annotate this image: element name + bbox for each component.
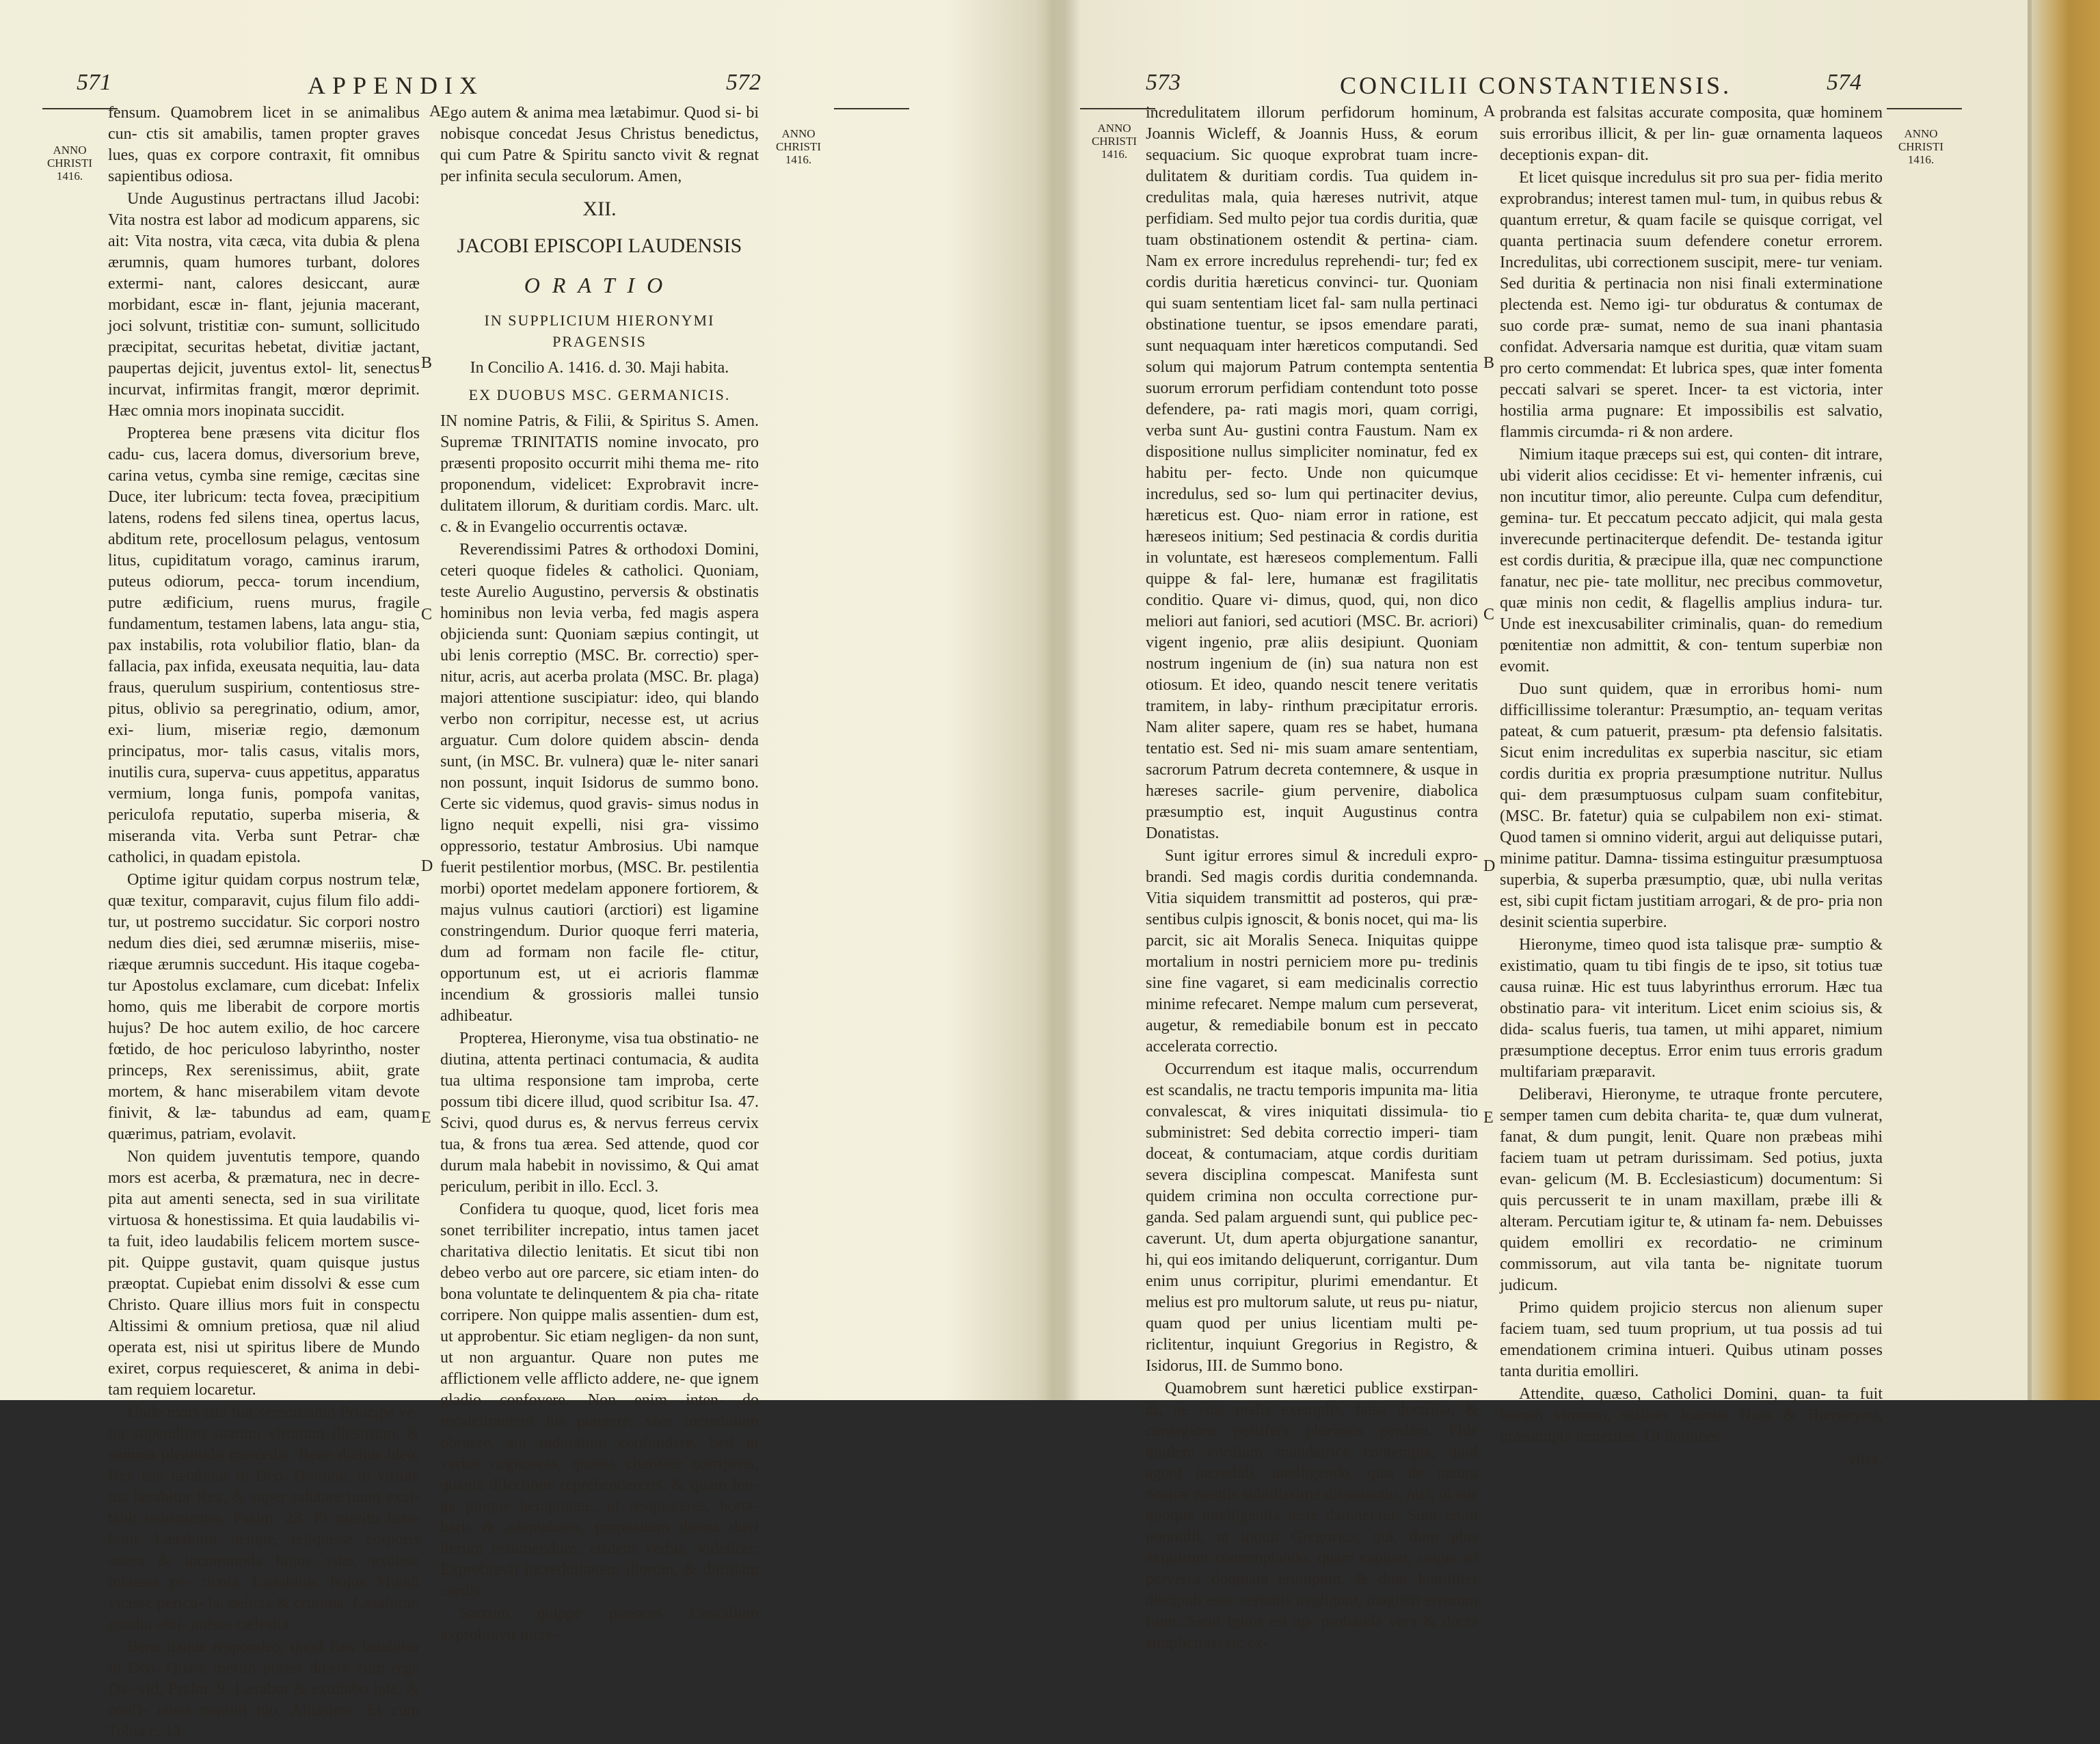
paragraph: Bene itaque respondeo, quod Rex lætabitur in Deo. Quare merito potest dicere cum rege Da- vid, Psalm. 9. Lætabor & exultabo inte, & confi- tebor nomini tuo, Altissime. Et cum Tobia c. 13. bbox=[108, 1638, 420, 1741]
margin-letter: E bbox=[421, 1109, 431, 1127]
margin-letter: A bbox=[429, 103, 442, 120]
paragraph: Attendite, quæso, Catholici Domini, quan- ta fuit horum virorum, scilicet Joannis Huss & Hieronymi, præsumpta temeritas. Ut homines bbox=[1500, 1385, 1883, 1445]
paragraph: Primo quidem projicio stercus non alienum super faciem tuam, sed tuum proprium, ut tua possis ad tui emendationem crimina intueri. Quibus utinam posses tanta duritia emolliri. bbox=[1500, 1299, 1883, 1380]
margin-letter: A bbox=[1483, 103, 1496, 120]
paragraph: Et licet quisque incredulus sit pro sua per- fidia merito exprobrandus; interest tamen mul- tum, in quibus rebus & quantum erretur, & quam facile se quisque corrigat, vel quanta pertinacia suum defendere conetur errorem. Incredulitas, ubi correctionem suscipit, mere- tur veniam. Sed duritia & pertinacia non nisi finali exterminatione plectenda est. Nemo igi- tur obduratus & contumax de suo corde præ- sumat, nemo de sua inani phantasia confidat. Adversaria namque est duritia, quæ vitam suam pro certo commendat: Et lubrica spes, quæ inter fomenta peccati salvari se speret. Incer- ta est victoria, inter hostilia arma pugnare: Et impossibilis est salvatio, flammis circumda- ri & non ardere. bbox=[1500, 169, 1883, 441]
page-number: 574 bbox=[1827, 70, 1861, 95]
gilded-page-edge bbox=[2032, 0, 2100, 1400]
left-page bbox=[0, 0, 1046, 1741]
right-page-column-2 bbox=[1500, 103, 1883, 1471]
margin-letter: D bbox=[421, 857, 433, 875]
paragraph: Sunt igitur errores simul & increduli expro- brandi. Sed magis cordis duritia condemnanda. Vitia siquidem transmittit ad posteros, qui præ- sentibus culpis ignoscit, & bonis nocet, qui ma- lis parcit, sic ait Moralis Seneca. Iniquitas quippe mortalium in nostri perniciem more pu- tredinis sine fine vagaret, si eam medicinalis correctio minime refecaret. Nempe malum cum perseverat, augetur, & remediabile bonum est in peccato accelerata correctio. bbox=[1146, 847, 1478, 1056]
running-title: CONCILII CONSTANTIENSIS. bbox=[1340, 72, 1732, 99]
paragraph: Unde Augustinus pertractans illud Jacobi: Vita nostra est labor ad modicum apparens, sic ait: Vita nostra, vita cæca, vita dubia & plena ærumnis, quam humores turbant, dolores extermi- nant, calores desiccant, auræ morbidant, escæ in- flant, jejunia macerant, joci solvunt, tristitiæ con- sumunt, sollicitudo præcipitat, securitas hebetat, divitiæ jactant, paupertas dejicit, juventus extol- lit, senectus incurvat, infirmitas frangit, mœror deprimit. Hæc omnia mors inopinata succidit. bbox=[108, 190, 420, 420]
oration-label: ORATIO bbox=[524, 273, 675, 297]
oration-source: EX DUOBUS MSC. GERMANICIS. bbox=[468, 386, 731, 403]
paragraph: Unde mors ista fuit serenissimo Principe ve- lut stipendium suarum virtutum illustrium, & summa plenitudo mercedis. Bene dicitur ideo: Rex iste lætabitur in Deo. Domine, in virtute tua lætabitur Rex, & super salutare tuum exul- tabit vehementer, Psalm. 28. Et merito læta- bitur. Lætabitur nempe, reliquisse corporis onera & incommoda hujus vitæ, exuisse infausta pe- ricula. Lætabitur, hujus Mundi vicisse pericu- la, delicta & crimina. Lætabitur, gaudia obti- nuisse cælestia. bbox=[108, 1404, 420, 1633]
margin-note: ANNO CHRISTI 1416. bbox=[1898, 127, 1944, 166]
paragraph: fensum. Quamobrem licet in se animalibus cun- ctis sit amabilis, tamen propter graves lues, quas ex corpore contraxit, fit omnibus sapientibus odiosa. bbox=[108, 104, 420, 185]
margin-note: ANNO CHRISTI 1416. bbox=[46, 144, 93, 183]
paragraph: probranda est falsitas accurate composita, quæ hominem suis erroribus illicit, & per lin- guæ ornamenta laqueos deceptionis expan- dit. bbox=[1500, 104, 1883, 164]
margin-note: ANNO CHRISTI 1416. bbox=[775, 127, 822, 166]
catchword: viles, bbox=[1847, 1450, 1883, 1468]
page-number: 571 bbox=[77, 70, 111, 95]
running-title: APPENDIX bbox=[308, 72, 485, 99]
left-page-column-1 bbox=[108, 103, 420, 1744]
page-number: 573 bbox=[1146, 70, 1181, 95]
oration-subtitle: IN SUPPLICIUM HIERONYMI PRAGENSIS bbox=[484, 312, 715, 350]
page-number: 572 bbox=[726, 70, 761, 95]
header-rule bbox=[42, 108, 118, 109]
left-page-column-2 bbox=[440, 103, 759, 1647]
paragraph: Propterea, Hieronyme, visa tua obstinatio- ne diutina, attenta pertinaci contumacia, & audita tua ultima responsione tam improba, certe possum tibi dicere illud, quod scribitur Isa. 47. Scivi, quod durus es, & nervus ferreus cervix tua, & frons tua ærea. Sed attende, quod cor durum mala habebit in novissimo, & Qui amat periculum, peribit in illo. Eccl. 3. bbox=[440, 1030, 759, 1196]
section-number: XII. bbox=[582, 198, 617, 220]
paragraph: Confidera tu quoque, quod, licet foris mea sonet terribiliter increpatio, intus tamen jacet charitativa dilectio lenitatis. Et sicut tibi non debeo verbo aut ore parcere, sic etiam inten- do bona voluntate te delinquentem & pia cha- ritate corripere. Non quippe malis assentien- dum est, ut approbentur. Sic etiam negligen- da non sunt, ut non arguantur. Quare non putes me afflictionem velle afflicto addere, ne- que ignem gladio confovere. Non enim inten- do recalcitrantem his pungere, sive incredulum obruere, aut induratum confundere. Sed ut verius cognoscas, quanta charitate corriperis, quanta dilectione reprehendereris, & quam lon- ga pinque benignitate, ut resipisceres, horta- baris & adoptabaris, propositum thema duxi iterum resumendum, eisdem verbis, videlicet: Exprobravit incredulitatem illorum, & duritiam cordis. bbox=[440, 1200, 759, 1600]
margin-letter: E bbox=[1483, 1109, 1494, 1127]
margin-letter: D bbox=[1483, 857, 1496, 875]
paragraph: IN nomine Patris, & Filii, & Spiritus S. Amen. Supremæ TRINITATIS nomine invocato, pro præsenti proposito occurrit mihi thema me- rito proponendum, videlicet: Exprobravit incre- dulitatem illorum, & duritiam cordis. Marc. ult. c. & in Evangelio occurrentis octavæ. bbox=[440, 412, 759, 536]
oration-title: JACOBI EPISCOPI LAUDENSIS bbox=[457, 234, 742, 257]
margin-note: ANNO CHRISTI 1416. bbox=[1091, 122, 1138, 161]
paragraph: incredulitatem illorum perfidorum hominum, Joannis Wicleff, & Joannis Huss, & eorum sequacium. Sic quoque exprobrat tuam incre- dulitatem & duritiam cordis. Tua quidem in- credulitas mala, quia hæreses nutrivit, atque perfidiam. Sed multo pejor tua cordis duritia, quæ tuam obstinationem ostendit & pertina- ciam. Nam ex errore incredulus reprehendi- tur; fed ex cordis duritia hæreticus convinci- tur. Quoniam qui suam sententiam licet fal- sam nulla pertinaci obstinatione tuentur, se ipsos emendare parati, sunt nequaquam inter hæreticos computandi. Sed solum qui majorum Patrum contempta sententia suorum errorum perfidiam contendunt toto posse defendere, pa- rati magis mori, quam corrigi, verba sunt Au- gustini contra Faustum. Nam ex dispositione nullus simpliciter nominatur, fed ex habitu per- fecto. Unde non quicumque incredulus, sed so- lum qui pertinaciter devius, hæreticus est. Quo- niam error in ratione, est hæreseos initium; Sed pestinacia & cordis duritia in voluntate, est hæreseos complementum. Falli quippe & fal- lere, humanæ est fragilitatis conditio. Quare vi- dimus, quod, qui, non dico meliori aut faniori, sed acutiori (MSC. Br. acriori) vigent ingenio, præ aliis desipiunt. Quoniam nostrum ingenium de (in) sua natura non est otiosum. Et ideo, quando nescit tenere veritatis tramitem, in laby- rinthum præcipitatur erroris. Nam aliter sapere, quam res se habet, humana tentatio est. Sed ni- mis suam amare sententiam, sacrorum Patrum decreta contemnere, & usque in hæreses sacrile- gium pervenire, diabolica præsumptio est, inquit Augustinus contra Donatistas. bbox=[1146, 104, 1478, 842]
right-page-column-1 bbox=[1146, 103, 1478, 1655]
paragraph: Sacrum quippe præsens Concilium exprobravit incre- bbox=[440, 1605, 759, 1644]
paragraph: Propterea bene præsens vita dicitur flos cadu- cus, lacera domus, diversorium breve, carina vetus, cymba sine remige, cæcitas sine Duce, iter lubricum: tecta fovea, præcipitium latens, rodens fed silens tinea, opertus lacus, abditum rete, procellosum pelagus, ventosum litus, cupiditatum vorago, caminus irarum, puteus odiorum, pecca- torum incendium, putre ædificium, ruens murus, fragile fundamentum, testamen labens, lata angu- stia, pax instabilis, rota volubilior flatio, blan- da fallacia, pax infida, exeusata nequitia, lau- data fraus, querulum suspirium, contentiosus stre- pitus, oblivio sa peregrinatio, odium, amor, exi- lium, miseriæ regio, dæmonum principatus, mor- talis casus, vitalis mors, inutilis cura, superva- cuus appetitus, apparatus vermium, longa funis, pompofa vanitas, periculofa reputatio, superba miseria, & miseranda vita. Verba sunt Petrar- chæ catholici, in quadam epistola. bbox=[108, 425, 420, 866]
margin-letter: B bbox=[1483, 354, 1495, 372]
paragraph: Nimium itaque præceps sui est, qui conten- dit intrare, ubi viderit alios cecidisse: Et vi- hementer infrænis, cui non incutitur timor, alio pereunte. Culpa cum defenditur, gemina- tur. Et peccatum peccato adjicit, qui mala gesta inverecunde pertinaciterque defendit. De- testanda igitur est cordis duritia, & præcipue illa, quæ nec compunctione fanatur, nec pie- tate mollitur, nec precibus commovetur, quæ minis non cedit, & flagellis amplius indura- tur. Unde est inexcusabiliter criminalis, quan- do remedium pœnitentiæ non admittit, & con- tentum superbiæ non evomit. bbox=[1500, 446, 1883, 675]
header-rule bbox=[834, 108, 909, 109]
paragraph: Hieronyme, timeo quod ista talisque præ- sumptio & existimatio, quam tu tibi fingis de te ipso, sit totius tuæ causa ruinæ. Hic est tuus labyrinthus errorum. Hæc tua obstinatio para- vit interitum. Licet enim scioius sis, & dida- scalus fueris, tua tamen, ut mihi apparet, nimium præsumptione deceptus. Error enim tuus erroris gradum multifariam præparavit. bbox=[1500, 936, 1883, 1081]
paragraph: Duo sunt quidem, quæ in erroribus homi- num difficillissime tolerantur: Præsumptio, an- tequam veritas pateat, & cum patuerit, præsum- pta defensio falsitatis. Sicut enim incredulitas ex superbia nascitur, sic etiam cordis duritia ex propria præsumptione nutritur. Nullus qui- dem præsumptuosus culpam suam confitebitur, (MSC. Br. fatetur) quia se culpabilem non exi- stimat. Quod tamen si omnino viderit, argui aut deliquisse putari, minime patitur. Damna- tissima estinguitur præsumptuosa superbia, & superba præsumptio, quæ, ubi nulla veritas est, sibi cupit fictam justitiam arrogari, & de pro- pria non desinit scientia superbire. bbox=[1500, 680, 1883, 931]
oration-date: In Concilio A. 1416. d. 30. Maji habita. bbox=[470, 359, 729, 377]
paragraph: Non quidem juventutis tempore, quando mors est acerba, & præmatura, nec in decre- pita aut amenti senecta, sed in sua virilitate virtuosa & honestissima. Et quia laudabilis vi- ta fuit, ideo laudabilis felicem mortem susce- pit. Quippe gustavit, quam quisque justus præoptat. Cupiebat enim dissolvi & esse cum Christo. Quare illius mors fuit in conspectu Altissimi & omnium pretiosa, quæ nil aliud operata est, nisi ut spiritus libere de Mundo exiret, corpus requiesceret, & anima in debi- tam requiem locaretur. bbox=[108, 1148, 420, 1399]
margin-letter: B bbox=[421, 354, 433, 372]
right-page bbox=[1080, 0, 2030, 1652]
paragraph: Optime igitur quidam corpus nostrum telæ, quæ texitur, comparavit, cujus filum filo addi- tur, ut postremo succidatur. Sic corpori nostro nedum dies diei, sed ærumnæ miseriis, mise- riæque ærumnis succedunt. His itaque cogeba- tur Apostolus exclamare, cum dicebat: Infelix homo, quis me liberabit de corpore mortis hujus? De hoc autem exilio, de hoc carcere fœtido, de hoc periculoso labyrintho, noster princeps, Rex serenissimus, abiit, grate mortem, & hanc miserabilem vitam devote finivit, & læ- tabundus ad eam, quam quærimus, patriam, evolavit. bbox=[108, 871, 420, 1143]
paragraph: Ego autem & anima mea lætabimur. Quod si- bi nobisque concedat Jesus Christus benedictus, qui cum Patre & Spiritu sancto vivit & regnat per infinita secula seculorum. Amen, bbox=[440, 104, 759, 185]
paragraph: Occurrendum est itaque malis, occurrendum est scandalis, ne tractu temporis impunita ma- litia convalescat, & vires iniquitati dissimula- tio subministret: Sed debita correctio imperi- tiam doceat, & contumaciam, atque cordis duritiam severa disciplina compescat. Manifesta sunt quidem crimina non occulta correctione pur- ganda. Sed palam arguendi sunt, qui publice pec- caverunt. Ut, dum aperta objurgatione sanantur, hi, qui eos imitando deliquerunt, corrigantur. Dum enim unus corripitur, plurimi emendantur. Et melius est pro multorum salute, ut reus pu- niatur, quam quod per unius licentiam multi pe- riclitentur, inquiunt Gregorius in Registro, & Isidorus, III. de Summo bono. bbox=[1146, 1060, 1478, 1375]
paragraph: Quamobrem sunt hæretici publice exstirpan- di, ne suis malis exemplis, falsa doctrina, & contagione pestifera plurimos perdant. Fide quidem cordium mundatrice contempta, quid agunt increduli, intelligendo, quæ de natura nostræ mentis subtilissime disputantur, nisi, ut sua quoque intelligentia teste damnentur. Sunt enim nonnulli, ut inquit Gregorius, qui, dum plus exquirunt contemplando, quam capiunt, usque ad perversa dogmata erumpunt, & dum humiliter discipuli esse veritatis negligunt, magistri errorum fiunt. Sicut igitur est ap- probanda vera & docta simplicitas: sic ex- bbox=[1146, 1380, 1478, 1652]
header-rule bbox=[1080, 108, 1155, 109]
book-gutter bbox=[1046, 0, 1080, 1400]
paragraph: Reverendissimi Patres & orthodoxi Domini, ceteri quoque fideles & catholici. Quoniam, teste Aurelio Augustino, perversis & obstinatis hominibus non levia verba, fed magis aspera objicienda sunt: Quoniam sæpius contingit, ut ubi lenis correptio (MSC. Br. correctio) sper- nitur, acris, aut acerba prolata (MSC. Br. plaga) majori attentione suscipiatur: ideo, qui blando verbo non corripitur, necesse est, ut acrius arguatur. Cum dolore quidem abscin- denda sunt, (in MSC. Br. vulnera) quæ le- niter sanari non possunt, inquit Isidorus de summo bono. Certe sic videmus, quod gravis- simus nodus in ligno nequit expelli, nisi gra- vissimo oppressorio, testatur Ambrosius. Ubi namque fuerit pestilentior morbus, (MSC. Br. pestilentia morbi) oportet medelam apponere fortiorem, & majus vulnus cautiori (arctiori) est ligamine constringendum. Durior quoque ferri materia, dum ad formam non facile fle- ctitur, opportunum est, ut ei acrioris flammæ incendium & grossioris mallei tunsio adhibeatur. bbox=[440, 541, 759, 1025]
header-rule bbox=[1887, 108, 1962, 109]
paragraph: Deliberavi, Hieronyme, te utraque fronte percutere, semper tamen cum debita charita- te, quæ dum vulnerat, fanat, & dum pungit, lenit. Quare non præbeas mihi faciem tuam ut petram durissimam. Sed potius, juxta evan- gelicum (M. B. Ecclesiasticum) documentum: Si quis percusserit te in unam maxillam, præbe illi & alteram. Percutiam igitur te, & utinam fa- nem. Debuisses quidem emolliri ex recordatio- ne criminum commissorum, aut vila tanta be- nignitate tuorum judicum. bbox=[1500, 1086, 1883, 1294]
margin-letter: C bbox=[421, 606, 433, 623]
margin-letter: C bbox=[1483, 606, 1495, 623]
